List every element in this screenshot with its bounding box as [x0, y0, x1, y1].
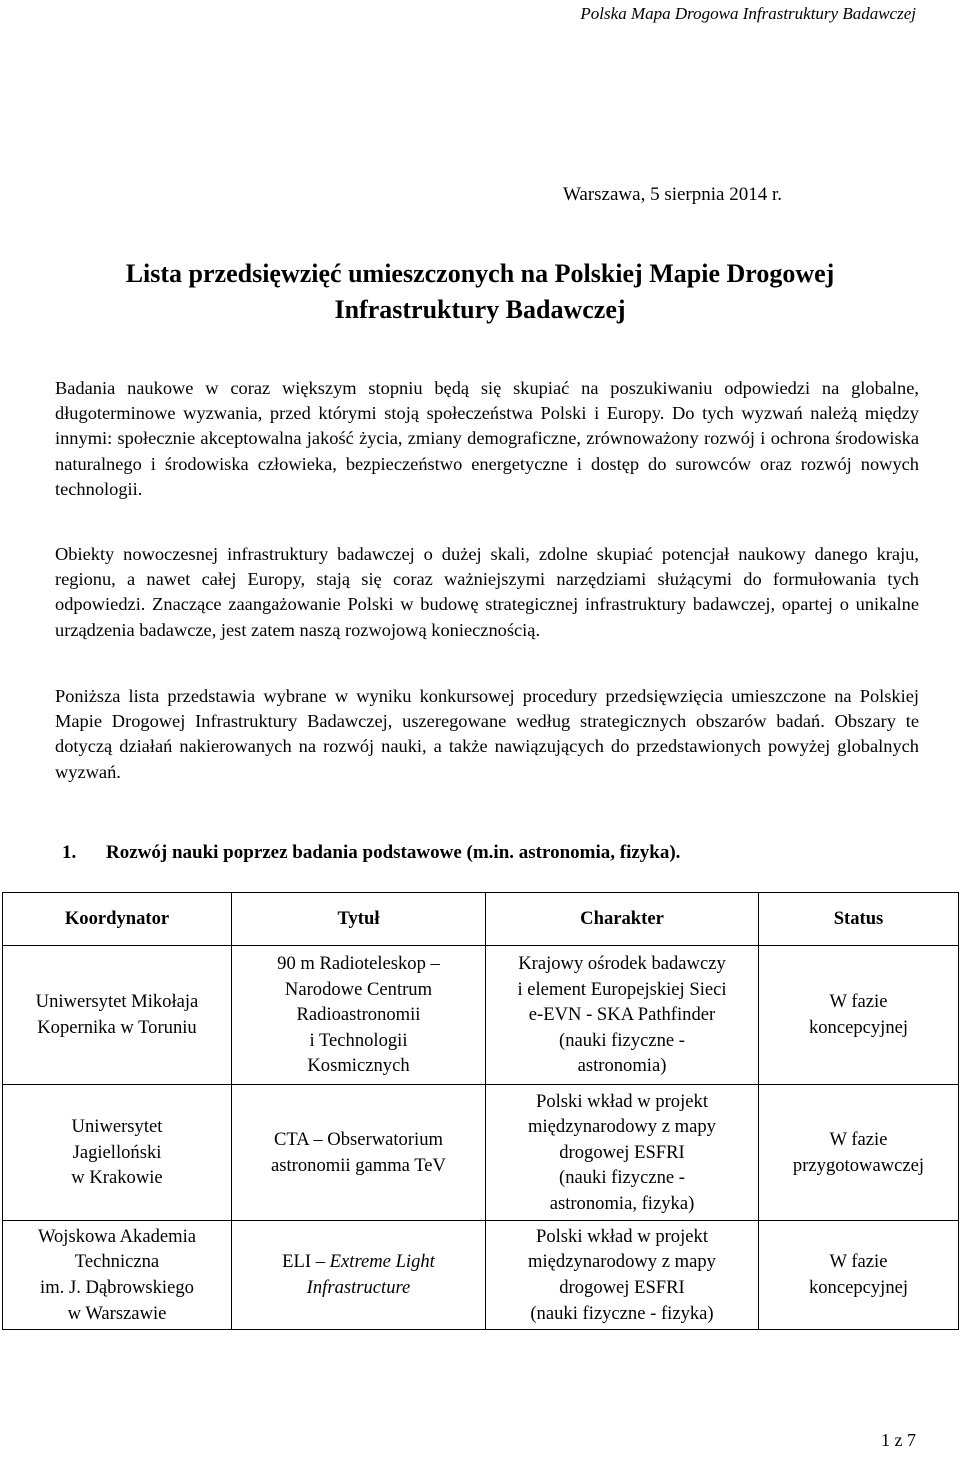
table-row — [3, 946, 959, 1085]
table-row — [3, 1221, 959, 1330]
cell-charakter: Polski wkład w projekt międzynarodowy z mapy drogowej ESFRI (nauki fizyczne - fizyka) — [486, 1221, 759, 1330]
running-header: Polska Mapa Drogowa Infrastruktury Badawczej — [580, 4, 916, 23]
cell-status: W fazie koncepcyjnej — [759, 1221, 959, 1330]
cell-koordynator: Uniwersytet Jagielloński w Krakowie — [3, 1085, 232, 1221]
section-number: 1. — [62, 842, 77, 863]
intro-paragraph: Badania naukowe w coraz większym stopniu będą się skupiać na poszukiwaniu odpowiedzi na globalne, długoterminowe wyzwania, przed którymi stoją społeczeństwa Polski i Europy. Do tych wyzwań należą między innymi: społecznie akceptowalna jakość życia, zmiany demograficzne, zrównoważony rozwój i ochrona środowiska naturalnego i środowiska człowieka, bezpieczeństwo energetyczne i dostęp do surowców oraz rozwój nowych technologii. — [55, 378, 919, 499]
section-heading — [62, 842, 680, 864]
header-tytul: Tytuł — [232, 893, 486, 946]
tytul-prefix: ELI – — [282, 1251, 330, 1273]
cell-status: W fazie koncepcyjnej — [759, 946, 959, 1085]
cell-tytul: 90 m Radioteleskop – Narodowe Centrum Radioastronomii i Technologii Kosmicznych — [232, 946, 486, 1085]
section-scope: (m.in. astronomia, fizyka). — [461, 842, 681, 863]
document-title — [0, 256, 960, 328]
table-row — [3, 1085, 959, 1221]
date-line: Warszawa, 5 sierpnia 2014 r. — [562, 184, 782, 205]
cell-tytul — [232, 1221, 486, 1330]
cell-status: W fazie przygotowawczej — [759, 1085, 959, 1221]
title-line-2: Infrastruktury Badawczej — [334, 295, 626, 324]
cell-tytul: CTA – Obserwatorium astronomii gamma TeV — [232, 1085, 486, 1221]
infrastructure-paragraph: Obiekty nowoczesnej infrastruktury badawczej o dużej skali, zdolne skupiać potencjał naukowy danego kraju, regionu, a nawet całej Europy, stają się coraz ważniejszymi narzędziami służącymi do formułowania tych odpowiedzi. Znaczące zaangażowanie Polski w budowę strategicznej infrastruktury badawczej, opartej o unikalne urządzenia badawcze, jest zatem naszą rozwojową koniecznością. — [55, 544, 919, 640]
table-header-row — [3, 893, 959, 946]
page-number: 1 z 7 — [881, 1430, 916, 1450]
cell-koordynator: Uniwersytet Mikołaja Kopernika w Toruniu — [3, 946, 232, 1085]
header-status: Status — [759, 893, 959, 946]
cell-charakter: Polski wkład w projekt międzynarodowy z mapy drogowej ESFRI (nauki fizyczne - astronomia, fizyka) — [486, 1085, 759, 1221]
cell-koordynator: Wojskowa Akademia Techniczna im. J. Dąbrowskiego w Warszawie — [3, 1221, 232, 1330]
cell-charakter: Krajowy ośrodek badawczy i element Europejskiej Sieci e-EVN - SKA Pathfinder (nauki fizyczne - astronomia) — [486, 946, 759, 1085]
list-description-paragraph: Poniższa lista przedstawia wybrane w wyniku konkursowej procedury przedsięwzięcia umieszczone na Polskiej Mapie Drogowej Infrastruktury Badawczej, uszeregowane według strategicznych obszarów badań. Obszary te dotyczą działań nakierowanych na rozwój nauki, a także nawiązujących do przedstawionych powyżej globalnych wyzwań. — [55, 686, 919, 782]
header-charakter: Charakter — [486, 893, 759, 946]
header-koordynator: Koordynator — [3, 893, 232, 946]
tytul-italic: Extreme Light Infrastructure — [306, 1251, 435, 1298]
section-name: Rozwój nauki poprzez badania podstawowe — [106, 842, 462, 863]
title-line-1: Lista przedsięwzięć umieszczonych na Polskiej Mapie Drogowej — [125, 259, 835, 288]
projects-table — [2, 892, 959, 1330]
